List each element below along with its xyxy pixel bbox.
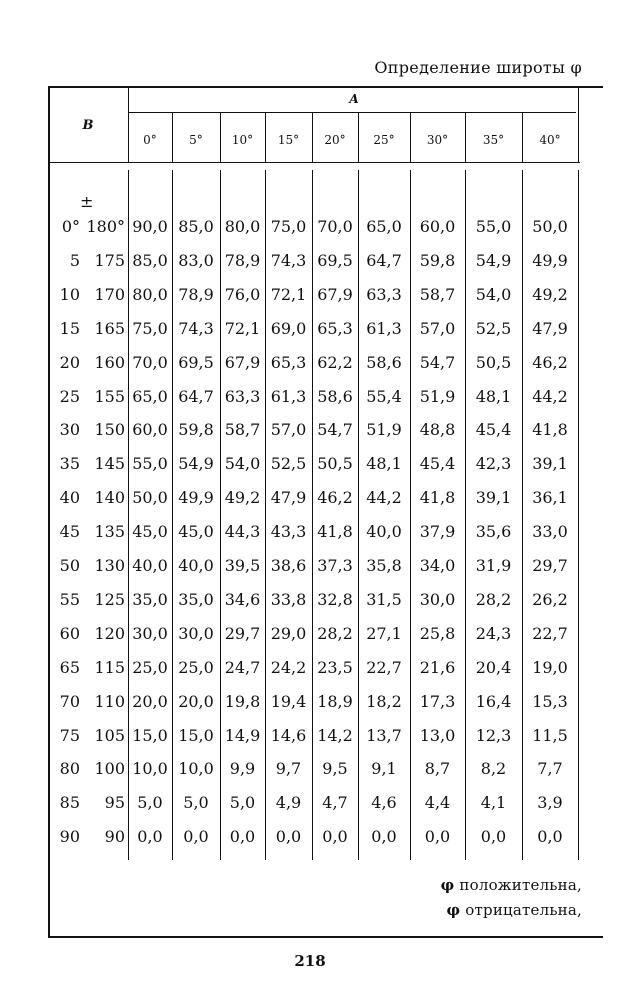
b-value-right: 170 [94,284,125,304]
table-cell: 14,9 [224,725,261,745]
b-value-left: 20 [59,352,80,372]
table-cell: 8,7 [424,759,451,779]
table-cell: 34,6 [224,589,261,609]
table-cell: 26,2 [532,589,568,609]
table-cell: 33,8 [270,589,307,609]
table-cell: 61,3 [270,386,307,406]
table-cell: 65,0 [132,386,168,406]
table-cell: 44,2 [366,488,402,508]
table-cell: 70,0 [317,217,353,236]
b-value-left: 15 [59,318,80,338]
b-value-left: 50 [59,556,80,575]
b-value-right: 150 [94,420,125,440]
b-value-right: 105 [94,725,125,745]
table-cell: 5,0 [183,793,209,813]
table-cell: 37,3 [317,556,353,575]
table-cell: 64,7 [178,386,214,406]
page-number: 218 [294,952,326,970]
b-value-right: 95 [104,793,125,813]
table-cell: 50,5 [317,454,353,474]
table-cell: 28,2 [475,589,512,609]
table-cell: 78,9 [224,250,261,270]
b-value-right: 100 [94,759,125,779]
b-value-right: 145 [94,454,125,474]
table-cell: 57,0 [419,318,456,338]
table-cell: 0,0 [137,827,163,847]
table-row [0,827,620,853]
a-subheader: 5° [189,133,203,147]
a-subheader: 30° [426,133,449,147]
table-cell: 9,5 [322,759,348,779]
table-cell: 30,0 [132,623,168,643]
table-row [0,454,620,480]
table-cell: 55,4 [366,386,402,406]
table-row [0,793,620,819]
b-value-right: 135 [94,522,125,542]
table-cell: 41,8 [317,522,353,542]
b-value-left: 40 [59,488,80,508]
table-row [0,726,620,752]
table-cell: 83,0 [178,250,214,270]
table-cell: 32,8 [317,589,353,609]
table-cell: 25,8 [419,623,456,643]
table-cell: 58,6 [317,386,353,406]
table-cell: 57,0 [270,420,307,440]
table-cell: 38,6 [270,556,307,575]
page-title: Определение широты φ [374,58,582,77]
table-cell: 60,0 [419,217,456,236]
table-cell: 15,3 [532,691,568,711]
table-cell: 20,0 [178,691,214,711]
frame-top-rule [48,86,603,88]
a-subheader: 35° [482,133,505,147]
table-cell: 4,9 [275,793,302,813]
table-cell: 9,9 [229,759,256,779]
table-cell: 14,6 [270,725,307,745]
table-cell: 8,2 [480,759,507,779]
table-cell: 58,7 [224,420,261,440]
phi-symbol: φ [440,876,455,894]
table-cell: 35,0 [178,589,214,609]
table-cell: 18,9 [317,691,353,711]
table-cell: 49,2 [224,488,261,508]
b-value-left: 70 [59,691,80,711]
b-value-right: 115 [94,657,125,677]
table-cell: 39,1 [532,454,568,474]
table-cell: 62,2 [317,352,353,372]
table-cell: 49,2 [532,284,568,304]
phi-symbol: φ [446,901,461,919]
table-cell: 47,9 [532,318,568,338]
table-cell: 55,0 [132,454,168,474]
note-positive-text: положительна, [459,876,582,894]
table-cell: 50,5 [475,352,512,372]
table-cell: 80,0 [224,217,261,236]
a-subheader: 0° [143,133,157,147]
table-cell: 25,0 [178,657,214,677]
table-cell: 31,9 [475,556,512,575]
table-row [0,522,620,548]
table-cell: 20,4 [475,657,512,677]
table-cell: 50,0 [132,488,168,508]
table-cell: 21,6 [419,657,456,677]
table-cell: 48,8 [419,420,456,440]
table-cell: 76,0 [224,284,261,304]
b-value-right: 125 [94,589,125,609]
table-cell: 19,8 [224,691,261,711]
frame-bottom-rule [48,936,603,938]
b-value-left: 75 [59,725,80,745]
table-cell: 74,3 [270,250,307,270]
header-bottom-rule [48,162,580,163]
table-cell: 72,1 [224,318,261,338]
table-cell: 74,3 [178,318,214,338]
b-value-left: 55 [59,589,80,609]
b-value-right: 175 [94,250,125,270]
table-cell: 72,1 [270,284,307,304]
table-cell: 44,2 [532,386,568,406]
table-cell: 41,8 [532,420,568,440]
b-value-right: 90 [104,827,125,847]
table-cell: 85,0 [178,217,214,236]
table-cell: 70,0 [132,352,168,372]
table-cell: 59,8 [178,420,214,440]
table-cell: 0,0 [275,827,302,847]
table-cell: 46,2 [532,352,568,372]
a-subheader: 25° [373,133,395,147]
b-value-left: 0° [61,217,80,236]
table-cell: 69,0 [270,318,307,338]
table-cell: 22,7 [532,623,568,643]
table-cell: 54,7 [419,352,456,372]
b-value-left: 35 [59,454,80,474]
table-cell: 85,0 [132,250,168,270]
table-cell: 41,8 [419,488,456,508]
a-column-header: A [349,92,359,106]
table-cell: 54,9 [178,454,214,474]
table-cell: 19,0 [532,657,568,677]
table-cell: 13,0 [419,725,456,745]
table-cell: 35,8 [366,556,402,575]
table-cell: 63,3 [224,386,261,406]
table-cell: 44,3 [224,522,261,542]
table-cell: 30,0 [178,623,214,643]
table-cell: 78,9 [178,284,214,304]
table-cell: 15,0 [178,725,214,745]
table-cell: 23,5 [317,657,353,677]
b-value-left: 80 [59,759,80,779]
b-value-right: 180° [86,217,125,236]
table-cell: 65,3 [317,318,353,338]
b-value-right: 130 [94,556,125,575]
table-cell: 58,6 [366,352,402,372]
table-row [0,285,620,311]
table-cell: 48,1 [366,454,402,474]
table-cell: 69,5 [317,250,353,270]
table-cell: 39,1 [475,488,512,508]
table-cell: 7,7 [537,759,563,779]
table-cell: 51,9 [366,420,402,440]
table-cell: 80,0 [132,284,168,304]
table-cell: 50,0 [532,217,568,236]
table-cell: 51,9 [419,386,456,406]
table-cell: 48,1 [475,386,512,406]
table-cell: 16,4 [475,691,512,711]
table-cell: 36,1 [532,488,568,508]
table-cell: 22,7 [366,657,402,677]
table-cell: 10,0 [132,759,168,779]
a-subheader: 40° [539,133,561,147]
b-value-left: 45 [59,522,80,542]
table-cell: 65,0 [366,217,402,236]
table-cell: 31,5 [366,589,402,609]
table-cell: 33,0 [532,522,568,542]
table-cell: 54,0 [475,284,512,304]
table-cell: 58,7 [419,284,456,304]
table-cell: 46,2 [317,488,353,508]
table-cell: 5,0 [137,793,163,813]
table-row [0,556,620,582]
table-row [0,353,620,379]
table-cell: 64,7 [366,250,402,270]
table-cell: 75,0 [132,318,168,338]
table-row [0,251,620,277]
table-row [0,387,620,413]
table-cell: 54,0 [224,454,261,474]
table-cell: 29,7 [224,623,261,643]
table-cell: 75,0 [270,217,307,236]
table-cell: 5,0 [229,793,256,813]
table-cell: 0,0 [183,827,209,847]
b-value-left: 60 [59,623,80,643]
b-value-right: 140 [94,488,125,508]
b-value-right: 160 [94,352,125,372]
table-cell: 29,0 [270,623,307,643]
table-cell: 27,1 [366,623,402,643]
table-cell: 4,1 [480,793,507,813]
table-cell: 4,4 [424,793,451,813]
table-cell: 19,4 [270,691,307,711]
table-cell: 49,9 [532,250,568,270]
table-cell: 0,0 [424,827,451,847]
b-value-right: 110 [94,691,125,711]
table-cell: 20,0 [132,691,168,711]
note-negative-text: отрицательна, [465,901,582,919]
b-value-right: 165 [94,318,125,338]
table-cell: 69,5 [178,352,214,372]
table-cell: 9,7 [275,759,302,779]
table-row [0,319,620,345]
table-cell: 47,9 [270,488,307,508]
table-cell: 60,0 [132,420,168,440]
table-cell: 61,3 [366,318,402,338]
a-subheader: 20° [324,133,346,147]
table-cell: 15,0 [132,725,168,745]
table-cell: 54,9 [475,250,512,270]
table-cell: 40,0 [366,522,402,542]
a-subheader: 15° [277,133,300,147]
table-cell: 24,3 [475,623,512,643]
b-value-left: 30 [59,420,80,440]
table-row [0,217,620,243]
note-positive [441,876,582,894]
table-cell: 11,5 [532,725,568,745]
table-cell: 42,3 [475,454,512,474]
table-cell: 54,7 [317,420,353,440]
table-cell: 67,9 [317,284,353,304]
table-row [0,624,620,650]
table-cell: 4,6 [371,793,397,813]
table-cell: 13,7 [366,725,402,745]
b-value-right: 155 [94,386,125,406]
table-row [0,420,620,446]
table-cell: 24,7 [224,657,261,677]
table-cell: 43,3 [270,522,307,542]
table-cell: 55,0 [475,217,512,236]
table-row [0,692,620,718]
table-cell: 49,9 [178,488,214,508]
table-cell: 4,7 [322,793,348,813]
table-cell: 45,0 [132,522,168,542]
b-value-left: 85 [59,793,80,813]
table-cell: 37,9 [419,522,456,542]
table-cell: 30,0 [419,589,456,609]
table-cell: 52,5 [475,318,512,338]
table-cell: 24,2 [270,657,307,677]
table-cell: 0,0 [322,827,348,847]
table-cell: 25,0 [132,657,168,677]
table-cell: 67,9 [224,352,261,372]
table-cell: 12,3 [475,725,512,745]
table-cell: 65,3 [270,352,307,372]
table-cell: 0,0 [480,827,507,847]
b-value-left: 90 [59,827,80,847]
table-cell: 29,7 [532,556,568,575]
table-cell: 40,0 [132,556,168,575]
table-cell: 90,0 [132,217,168,236]
table-cell: 10,0 [178,759,214,779]
table-cell: 39,5 [224,556,261,575]
table-cell: 59,8 [419,250,456,270]
table-cell: 0,0 [229,827,256,847]
table-cell: 35,6 [475,522,512,542]
table-cell: 28,2 [317,623,353,643]
table-cell: 9,1 [371,759,397,779]
b-value-left: 10 [59,284,80,304]
table-cell: 17,3 [419,691,456,711]
plus-minus-symbol: ± [80,192,94,211]
table-cell: 45,0 [178,522,214,542]
table-cell: 40,0 [178,556,214,575]
a-header-rule [128,112,576,113]
table-cell: 45,4 [475,420,512,440]
note-negative [447,901,582,919]
b-value-left: 5 [69,250,80,270]
table-row [0,658,620,684]
b-value-left: 25 [59,386,80,406]
b-value-left: 65 [59,657,80,677]
b-value-right: 120 [94,623,125,643]
table-cell: 34,0 [419,556,456,575]
table-cell: 14,2 [317,725,353,745]
table-row [0,488,620,514]
table-row [0,590,620,616]
table-cell: 63,3 [366,284,402,304]
table-row [0,759,620,785]
table-cell: 3,9 [537,793,563,813]
table-cell: 35,0 [132,589,168,609]
table-cell: 0,0 [371,827,397,847]
table-cell: 0,0 [537,827,563,847]
table-cell: 18,2 [366,691,402,711]
table-cell: 52,5 [270,454,307,474]
b-column-header: B [82,118,94,133]
a-subheader: 10° [231,133,254,147]
table-cell: 45,4 [419,454,456,474]
